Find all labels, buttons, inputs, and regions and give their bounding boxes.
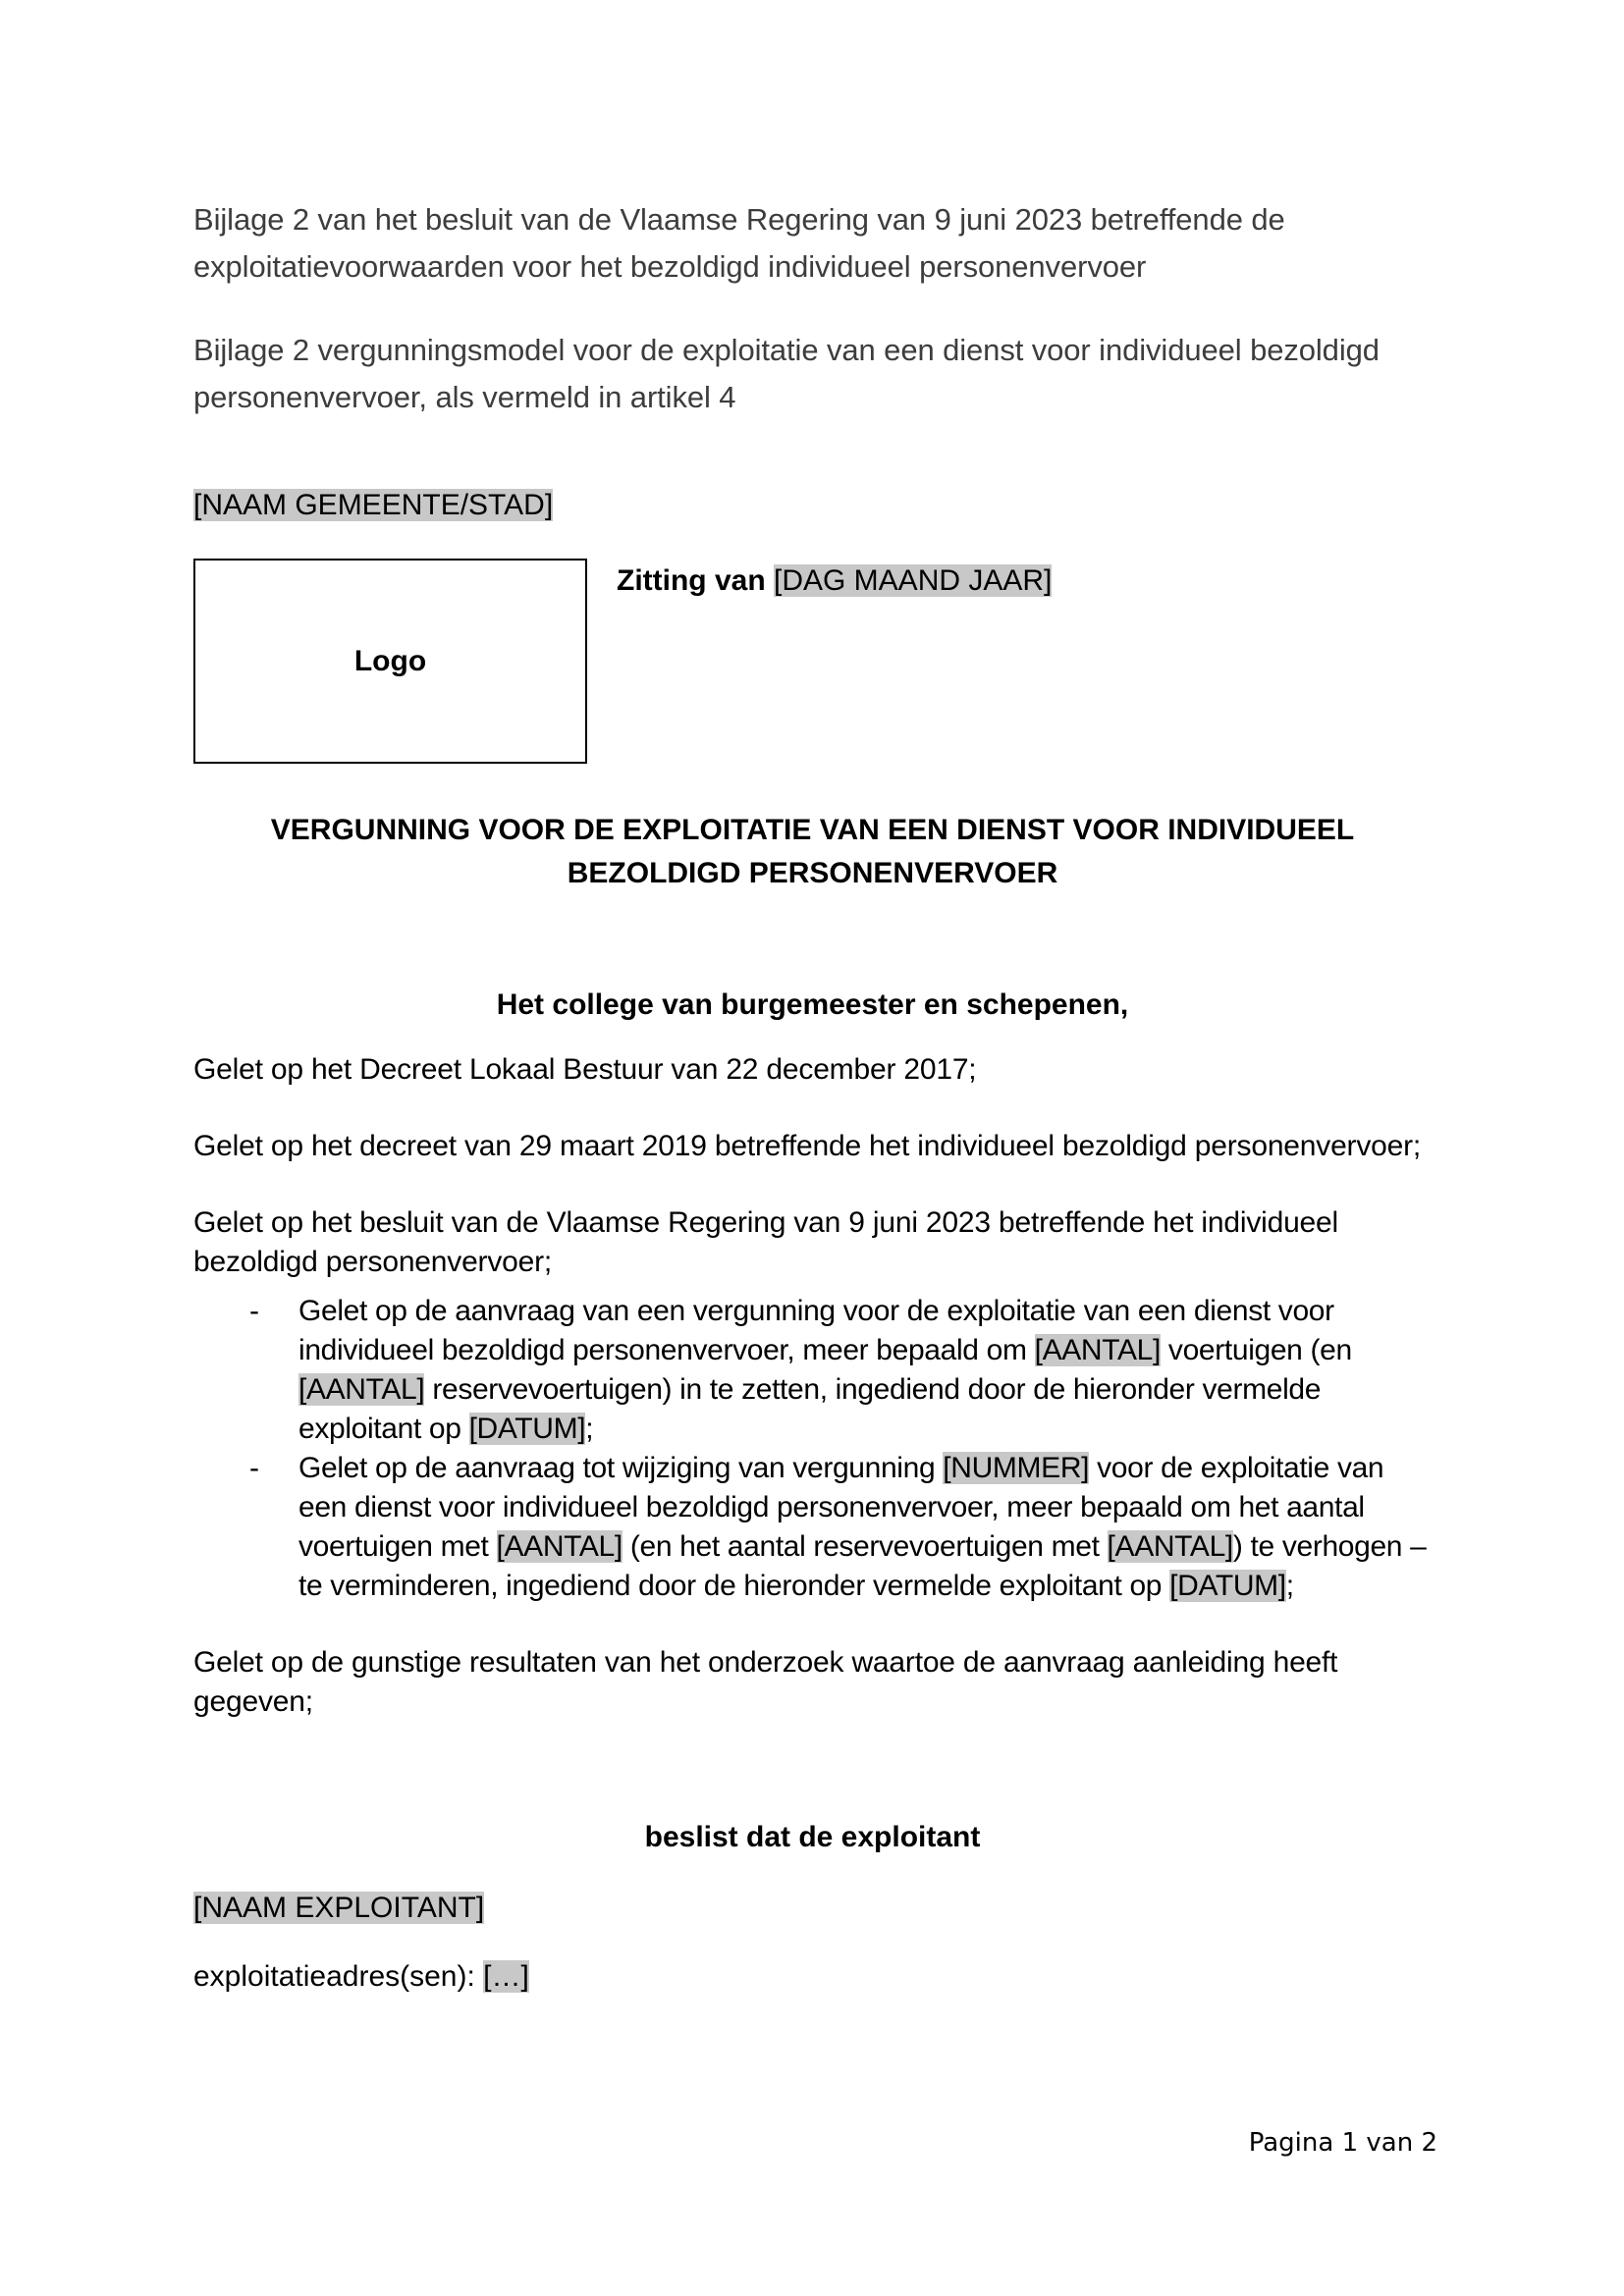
list-item — [193, 1292, 1432, 1449]
recital-paragraph-1: Gelet op het Decreet Lokaal Bestuur van 22 december 2017; — [193, 1053, 977, 1086]
placeholder-field: [NUMMER] — [943, 1452, 1090, 1484]
placeholder-field: [AANTAL] — [298, 1373, 425, 1406]
text-segment: ; — [585, 1413, 594, 1445]
municipality-line — [193, 484, 1432, 527]
page-number: Pagina 1 van 2 — [1248, 2128, 1437, 2158]
list-item — [193, 1449, 1432, 1606]
operator-line — [193, 1887, 1432, 1930]
list-marker: - — [249, 1452, 259, 1484]
text-segment: (en het aantal reservevoertuigen met — [622, 1530, 1108, 1563]
text-segment: ) te verhogen – te verminderen, ingediend door de hieronder vermelde exploitant op — [298, 1530, 1427, 1602]
list-item-text — [298, 1292, 1432, 1449]
decision-heading: beslist dat de exploitant — [644, 1821, 981, 1853]
logo-box — [193, 559, 587, 764]
address-value-placeholder: […] — [483, 1960, 529, 1993]
intro-paragraph-1: Bijlage 2 van het besluit van de Vlaamse Regering van 9 juni 2023 betreffende de exploitatievoorwaarden voor het bezoldigd individueel personenvervoer — [193, 202, 1285, 284]
session-date-placeholder: [DAG MAAND JAAR] — [774, 564, 1053, 597]
recital-paragraph-2: Gelet op het decreet van 29 maart 2019 betreffende het individueel bezoldigd personenvervoer; — [193, 1130, 1422, 1162]
list-item-text — [298, 1449, 1432, 1606]
text-segment: ; — [1285, 1570, 1294, 1602]
text-segment: Gelet op de aanvraag tot wijziging van vergunning — [298, 1452, 944, 1484]
document-title — [193, 809, 1432, 895]
text-segment: voertuigen (en — [1160, 1334, 1352, 1366]
municipality-placeholder: [NAAM GEMEENTE/STAD] — [193, 489, 554, 521]
placeholder-field: [DATUM] — [1169, 1570, 1286, 1602]
logo-row — [193, 559, 1432, 764]
placeholder-field: [AANTAL] — [1107, 1530, 1233, 1563]
placeholder-field: [AANTAL] — [1034, 1334, 1161, 1366]
favourable-recital: Gelet op de gunstige resultaten van het onderzoek waartoe de aanvraag aanleiding heeft gegeven; — [193, 1646, 1338, 1718]
text-segment: Gelet op de aanvraag van een vergunning voor de exploitatie van een dienst voor individueel bezoldigd personenvervoer, meer bepaald om — [298, 1295, 1334, 1366]
text-segment: voor de exploitatie van een dienst voor individueel bezoldigd personenvervoer, meer bepaald om het aantal voertuigen met — [298, 1452, 1384, 1563]
placeholder-field: [AANTAL] — [496, 1530, 623, 1563]
recital-paragraph-3: Gelet op het besluit van de Vlaamse Regering van 9 juni 2023 betreffende het individueel bezoldigd personenvervoer; — [193, 1206, 1338, 1278]
page-footer — [1249, 2128, 1437, 2158]
text-segment: reservevoertuigen) in te zetten, ingediend door de hieronder vermelde exploitant op — [298, 1373, 1322, 1445]
intro-paragraph-2: Bijlage 2 vergunningsmodel voor de exploitatie van een dienst voor individueel bezoldigd personenvervoer, als vermeld in artikel 4 — [193, 333, 1380, 414]
session-label: Zitting van — [617, 564, 774, 597]
title-line-2: BEZOLDIGD PERSONENVERVOER — [567, 857, 1058, 889]
college-heading: Het college van burgemeester en schepenen, — [496, 988, 1129, 1021]
session-line — [617, 561, 1052, 601]
placeholder-field: [DATUM] — [468, 1413, 586, 1445]
address-label: exploitatieadres(sen): — [193, 1960, 484, 1993]
address-line — [193, 1955, 1432, 1999]
operator-name-placeholder: [NAAM EXPLOITANT] — [193, 1892, 485, 1924]
logo-label: Logo — [353, 644, 427, 677]
list-marker: - — [249, 1295, 259, 1327]
request-list — [193, 1292, 1432, 1606]
title-line-1: VERGUNNING VOOR DE EXPLOITATIE VAN EEN DIENST VOOR INDIVIDUEEL — [270, 814, 1355, 846]
